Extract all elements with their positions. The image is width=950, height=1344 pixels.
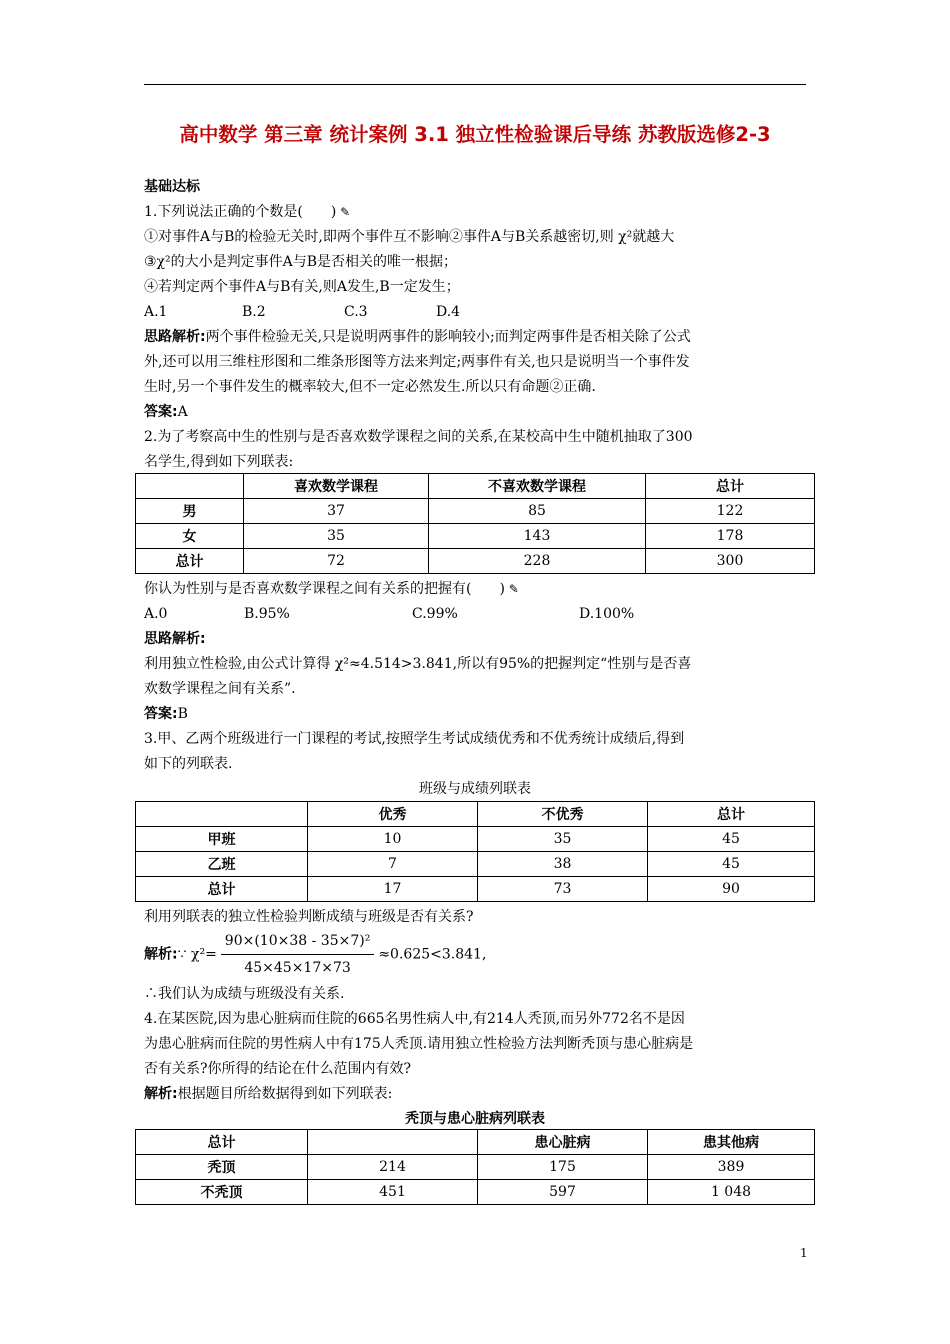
q2-analysis-line-1: 利用独立性检验,由公式计算得 χ²≈4.514>3.841,所以有95%的把握判定“性别与是否喜 <box>144 656 692 672</box>
q2-answer: 答案:B <box>144 706 188 722</box>
header-cell: 患心脏病 <box>478 1130 648 1155</box>
baldness-heart-table <box>135 1129 815 1205</box>
header-cell: 总计 <box>646 474 815 499</box>
section-title: 基础达标 <box>144 179 200 195</box>
page-number: 1 <box>800 1246 808 1260</box>
table-cell: 17 <box>308 877 478 902</box>
table-cell: 7 <box>308 852 478 877</box>
q4-solution: 解析:根据题目所给数据得到如下列联表: <box>144 1086 393 1102</box>
table-cell: 178 <box>646 524 815 549</box>
table-cell: 214 <box>308 1155 478 1180</box>
q2-stem-line-1: 2.为了考察高中生的性别与是否喜欢数学课程之间的关系,在某校高中生中随机抽取了300 <box>144 429 693 445</box>
q2-option-b: B.95% <box>244 606 290 622</box>
row-label: 甲班 <box>136 827 308 852</box>
header-cell: 喜欢数学课程 <box>244 474 429 499</box>
table-row <box>136 827 815 852</box>
table-cell: 597 <box>478 1180 648 1205</box>
q2-analysis-line-2: 欢数学课程之间有关系”. <box>144 681 296 697</box>
header-cell <box>136 474 244 499</box>
table-cell: 451 <box>308 1180 478 1205</box>
header-rule <box>144 84 806 85</box>
table-cell: 72 <box>244 549 429 574</box>
header-cell: 不优秀 <box>478 802 648 827</box>
q2-analysis-label: 思路解析: <box>144 631 206 647</box>
table-cell: 45 <box>648 827 815 852</box>
q4-stem-line-1: 4.在某医院,因为患心脏病而住院的665名男性病人中,有214人秃顶,而另外772名不是因 <box>144 1011 685 1027</box>
q4-stem-line-2: 为患心脏病而住院的男性病人中有175人秃顶.请用独立性检验方法判断秃顶与患心脏病是 <box>144 1036 694 1052</box>
q2-option-a: A.0 <box>144 606 168 622</box>
row-label: 不秃顶 <box>136 1180 308 1205</box>
table-cell: 45 <box>648 852 815 877</box>
table-header-row <box>136 1130 815 1155</box>
table-cell: 143 <box>429 524 646 549</box>
table-cell: 175 <box>478 1155 648 1180</box>
q1-analysis-line-2: 外,还可以用三维柱形图和二维条形图等方法来判定;两事件有关,也只是说明当一个事件发 <box>144 354 690 370</box>
row-label: 秃顶 <box>136 1155 308 1180</box>
q4-table-caption: 秃顶与患心脏病列联表 <box>405 1111 545 1127</box>
q1-options <box>144 303 461 321</box>
q1-option-b: B.2 <box>242 304 266 320</box>
header-cell: 患其他病 <box>648 1130 815 1155</box>
header-cell <box>308 1130 478 1155</box>
table-cell: 122 <box>646 499 815 524</box>
row-label: 男 <box>136 499 244 524</box>
document-title: 高中数学 第三章 统计案例 3.1 独立性检验课后导练 苏教版选修2-3 <box>179 123 771 146</box>
q1-option-c: C.3 <box>344 304 368 320</box>
q2-option-d: D.100% <box>579 606 635 622</box>
q1-stem: 1.下列说法正确的个数是( ) ✎ <box>144 204 351 220</box>
header-cell: 总计 <box>648 802 815 827</box>
table-cell: 90 <box>648 877 815 902</box>
table-cell: 38 <box>478 852 648 877</box>
q1-option-a: A.1 <box>144 304 168 320</box>
q1-analysis-line-1: 思路解析:两个事件检验无关,只是说明两事件的影响较小;而判定两事件是否相关除了公式 <box>144 329 691 345</box>
table-row <box>136 1155 815 1180</box>
class-grade-table <box>135 801 815 902</box>
table-row <box>136 852 815 877</box>
q2-question: 你认为性别与是否喜欢数学课程之间有关系的把握有( ) ✎ <box>144 581 519 597</box>
table-row <box>136 499 815 524</box>
q3-stem-line-1: 3.甲、乙两个班级进行一门课程的考试,按照学生考试成绩优秀和不优秀统计成绩后,得到 <box>144 731 685 747</box>
table-header-row <box>136 802 815 827</box>
table-row <box>136 524 815 549</box>
q1-option-d: D.4 <box>436 304 461 320</box>
q1-statement-3: ③χ²的大小是判定事件A与B是否相关的唯一根据； <box>144 254 458 270</box>
header-cell: 不喜欢数学课程 <box>429 474 646 499</box>
header-cell: 优秀 <box>308 802 478 827</box>
row-label: 女 <box>136 524 244 549</box>
q3-formula: 解析:∵ χ²= $\frac{\text{90×(10×38 - 35×7)²}}{45\times 45\times 17\times 73}$ ≈0.625<3.841, <box>144 930 486 979</box>
table-cell: 10 <box>308 827 478 852</box>
q3-table-caption: 班级与成绩列联表 <box>419 781 531 797</box>
table-row <box>136 1180 815 1205</box>
table-cell: 35 <box>478 827 648 852</box>
chi-square-fraction <box>221 930 375 979</box>
q1-analysis-line-3: 生时,另一个事件发生的概率较大,但不一定必然发生.所以只有命题②正确. <box>144 379 596 395</box>
table-row <box>136 549 815 574</box>
q1-statement-1: ①对事件A与B的检验无关时,即两个事件互不影响②事件A与B关系越密切,则 χ²就越大 <box>144 229 675 245</box>
table-cell: 1 048 <box>648 1180 815 1205</box>
q2-options <box>144 605 635 623</box>
table-cell: 37 <box>244 499 429 524</box>
q2-stem-line-2: 名学生,得到如下列联表: <box>144 454 294 470</box>
pen-icon: ✎ <box>504 582 519 596</box>
header-cell: 总计 <box>136 1130 308 1155</box>
table-cell: 389 <box>648 1155 815 1180</box>
q1-statement-4: ④若判定两个事件A与B有关,则A发生,B一定发生； <box>144 279 460 295</box>
q3-question: 利用列联表的独立性检验判断成绩与班级是否有关系? <box>144 909 474 925</box>
row-label: 总计 <box>136 549 244 574</box>
row-label: 乙班 <box>136 852 308 877</box>
fraction-numerator: 90×(10×38 - 35×7)² <box>221 930 375 955</box>
fraction-denominator: 45×45×17×73 <box>244 960 351 976</box>
q1-answer: 答案:A <box>144 404 188 420</box>
table-cell: 300 <box>646 549 815 574</box>
table-cell: 35 <box>244 524 429 549</box>
header-cell <box>136 802 308 827</box>
table-cell: 73 <box>478 877 648 902</box>
q3-conclusion: ∴我们认为成绩与班级没有关系. <box>144 986 345 1002</box>
q2-option-c: C.99% <box>412 606 458 622</box>
table-row <box>136 877 815 902</box>
gender-math-table <box>135 473 815 574</box>
table-cell: 85 <box>429 499 646 524</box>
table-cell: 228 <box>429 549 646 574</box>
q4-stem-line-3: 否有关系?你所得的结论在什么范围内有效? <box>144 1061 412 1077</box>
row-label: 总计 <box>136 877 308 902</box>
pen-icon: ✎ <box>336 205 351 219</box>
q3-stem-line-2: 如下的列联表. <box>144 756 233 772</box>
table-header-row <box>136 474 815 499</box>
